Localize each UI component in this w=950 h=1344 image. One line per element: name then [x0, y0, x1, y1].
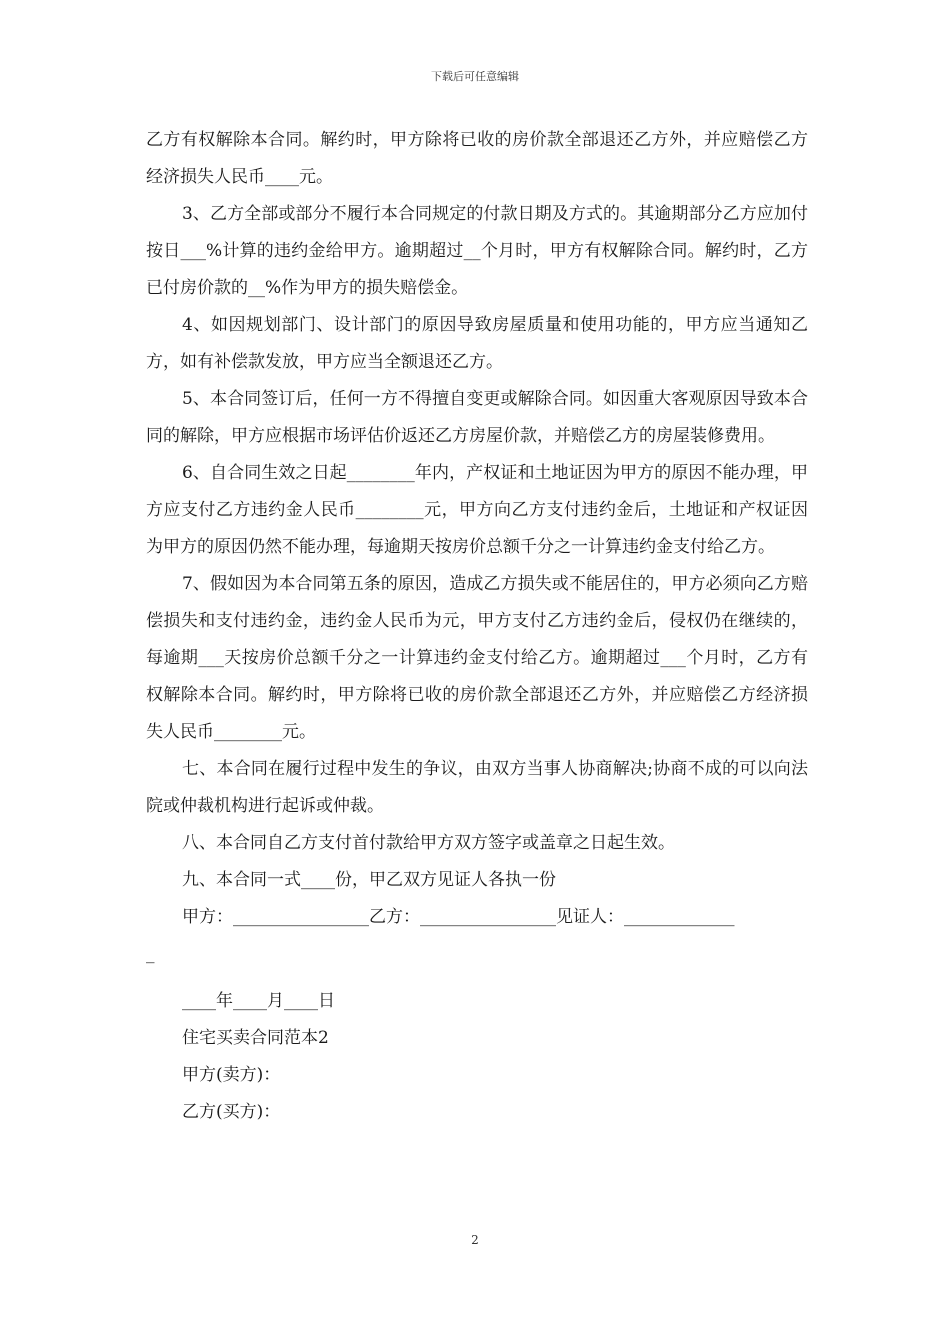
party-a-label: 甲方(卖方)：: [182, 1065, 281, 1085]
document-body: [146, 122, 808, 1131]
date-line: ____年____月____日: [182, 991, 335, 1011]
article-9-copies: 九、本合同一式____份，甲乙双方见证人各执一份: [182, 870, 556, 890]
page-header: 下载后可任意编辑: [431, 70, 519, 83]
clause-3: 3、乙方全部或部分不履行本合同规定的付款日期及方式的。其逾期部分乙方应加付按日___%计算的违约金给甲方。逾期超过__个月时，甲方有权解除合同。解约时，乙方已付房价款的__%作为甲方的损失赔偿金。: [146, 204, 808, 298]
clause-6: 6、自合同生效之日起________年内，产权证和土地证因为甲方的原因不能办理，甲方应支付乙方违约金人民币________元，甲方向乙方支付违约金后，土地证和产权证因为甲方的原因仍然不能办理，每逾期天按房价总额千分之一计算违约金支付给乙方。: [146, 463, 808, 557]
article-7-dispute: 七、本合同在履行过程中发生的争议，由双方当事人协商解决;协商不成的可以向法院或仲裁机构进行起诉或仲裁。: [146, 759, 808, 816]
signature-line: 甲方：________________乙方：________________见证人：_____________: [182, 907, 735, 927]
clause-5: 5、本合同签订后，任何一方不得擅自变更或解除合同。如因重大客观原因导致本合同的解除，甲方应根据市场评估价返还乙方房屋价款，并赔偿乙方的房屋装修费用。: [146, 389, 808, 446]
party-b-label: 乙方(买方)：: [182, 1102, 281, 1122]
section-title-2: 住宅买卖合同范本2: [182, 1028, 329, 1048]
signature-line-overflow: _: [146, 944, 155, 964]
paragraph-continuation: 乙方有权解除本合同。解约时，甲方除将已收的房价款全部退还乙方外，并应赔偿乙方经济损失人民币____元。: [146, 130, 808, 187]
clause-7: 7、假如因为本合同第五条的原因，造成乙方损失或不能居住的，甲方必须向乙方赔偿损失和支付违约金，违约金人民币为元，甲方支付乙方违约金后，侵权仍在继续的，每逾期___天按房价总额千分之一计算违约金支付给乙方。逾期超过___个月时，乙方有权解除本合同。解约时，甲方除将已收的房价款全部退还乙方外，并应赔偿乙方经济损失人民币________元。: [146, 574, 808, 742]
page-number: 2: [471, 1233, 479, 1247]
article-8-effective: 八、本合同自乙方支付首付款给甲方双方签字或盖章之日起生效。: [182, 833, 675, 853]
clause-4: 4、如因规划部门、设计部门的原因导致房屋质量和使用功能的，甲方应当通知乙方，如有补偿款发放，甲方应当全额退还乙方。: [146, 315, 808, 372]
